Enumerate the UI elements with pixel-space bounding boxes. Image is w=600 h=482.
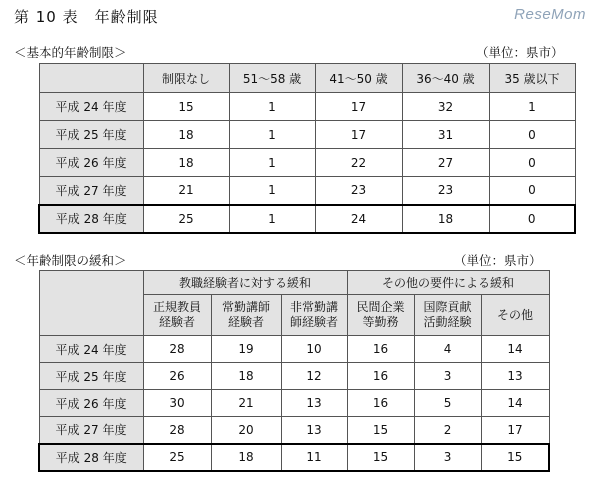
cell: 11 bbox=[281, 444, 347, 471]
cell: 1 bbox=[489, 93, 575, 121]
basic-age-limit-table bbox=[38, 63, 576, 234]
cell: 24 bbox=[315, 205, 402, 233]
cell: 30 bbox=[143, 390, 211, 417]
cell: 12 bbox=[281, 363, 347, 390]
header-cell: 制限なし bbox=[143, 64, 229, 93]
cell: 23 bbox=[315, 177, 402, 205]
table-row bbox=[39, 417, 549, 444]
cell: 18 bbox=[143, 149, 229, 177]
cell: 17 bbox=[481, 417, 549, 444]
cell: 19 bbox=[211, 336, 281, 363]
cell: 16 bbox=[347, 363, 414, 390]
header-cell: 51～58 歳 bbox=[229, 64, 315, 93]
cell: 1 bbox=[229, 93, 315, 121]
header-cell: 41～50 歳 bbox=[315, 64, 402, 93]
subheader-cell bbox=[281, 295, 347, 336]
subheader-line: 活動経験 bbox=[423, 315, 472, 329]
cell: 4 bbox=[414, 336, 481, 363]
age-limit-relaxation-table bbox=[38, 270, 550, 472]
table-row bbox=[39, 149, 575, 177]
cell: 18 bbox=[211, 444, 281, 471]
cell: 3 bbox=[414, 363, 481, 390]
cell: 17 bbox=[315, 121, 402, 149]
cell: 5 bbox=[414, 390, 481, 417]
table-row bbox=[39, 336, 549, 363]
cell: 10 bbox=[281, 336, 347, 363]
section2-label: ＜年齢制限の緩和＞ bbox=[14, 253, 127, 268]
row-year: 平成 27 年度 bbox=[39, 177, 143, 205]
cell: 1 bbox=[229, 177, 315, 205]
cell: 15 bbox=[347, 417, 414, 444]
subheader-line: 非常勤講 bbox=[290, 300, 339, 314]
cell: 17 bbox=[315, 93, 402, 121]
page-title: 第 10 表 年齢制限 bbox=[14, 8, 159, 26]
subheader-cell bbox=[143, 295, 211, 336]
table2-corner bbox=[39, 271, 143, 336]
cell: 0 bbox=[489, 121, 575, 149]
cell: 16 bbox=[347, 336, 414, 363]
subheader-line: 等勤務 bbox=[362, 315, 399, 329]
cell: 13 bbox=[281, 417, 347, 444]
cell: 31 bbox=[402, 121, 489, 149]
cell: 3 bbox=[414, 444, 481, 471]
cell: 32 bbox=[402, 93, 489, 121]
header-cell: 36～40 歳 bbox=[402, 64, 489, 93]
row-year: 平成 28 年度 bbox=[39, 444, 143, 471]
table-row bbox=[39, 177, 575, 205]
cell: 28 bbox=[143, 417, 211, 444]
cell: 0 bbox=[489, 205, 575, 233]
group-header-teaching: 教職経験者に対する緩和 bbox=[143, 271, 347, 295]
subheader-cell bbox=[414, 295, 481, 336]
section1-unit: （単位：県市） bbox=[476, 45, 564, 60]
row-year: 平成 26 年度 bbox=[39, 149, 143, 177]
section2-unit: （単位：県市） bbox=[454, 253, 542, 268]
cell: 22 bbox=[315, 149, 402, 177]
table1-corner bbox=[39, 64, 143, 93]
cell: 0 bbox=[489, 177, 575, 205]
cell: 15 bbox=[143, 93, 229, 121]
cell: 28 bbox=[143, 336, 211, 363]
cell: 16 bbox=[347, 390, 414, 417]
table-row-highlighted bbox=[39, 205, 575, 233]
table2-group-header-row bbox=[39, 271, 549, 295]
cell: 20 bbox=[211, 417, 281, 444]
cell: 21 bbox=[143, 177, 229, 205]
cell: 23 bbox=[402, 177, 489, 205]
cell: 18 bbox=[402, 205, 489, 233]
table1-header-row bbox=[39, 64, 575, 93]
subheader-line: 国際貢献 bbox=[423, 300, 472, 314]
cell: 2 bbox=[414, 417, 481, 444]
cell: 0 bbox=[489, 149, 575, 177]
cell: 13 bbox=[281, 390, 347, 417]
cell: 13 bbox=[481, 363, 549, 390]
group-header-other: その他の要件による緩和 bbox=[347, 271, 549, 295]
section1-label: ＜基本的年齢制限＞ bbox=[14, 45, 127, 60]
row-year: 平成 24 年度 bbox=[39, 93, 143, 121]
subheader-line: その他 bbox=[497, 307, 534, 322]
subheader-cell bbox=[481, 295, 549, 336]
subheader-line: 経験者 bbox=[227, 315, 264, 329]
cell: 25 bbox=[143, 205, 229, 233]
cell: 27 bbox=[402, 149, 489, 177]
row-year: 平成 26 年度 bbox=[39, 390, 143, 417]
cell: 14 bbox=[481, 336, 549, 363]
resemom-logo: ReseMom bbox=[514, 6, 586, 23]
row-year: 平成 25 年度 bbox=[39, 121, 143, 149]
cell: 18 bbox=[143, 121, 229, 149]
table-row bbox=[39, 93, 575, 121]
subheader-line: 経験者 bbox=[158, 315, 195, 329]
row-year: 平成 27 年度 bbox=[39, 417, 143, 444]
table-row-highlighted bbox=[39, 444, 549, 471]
table-row bbox=[39, 390, 549, 417]
row-year: 平成 24 年度 bbox=[39, 336, 143, 363]
subheader-line: 民間企業 bbox=[356, 300, 405, 314]
subheader-cell bbox=[347, 295, 414, 336]
subheader-line: 正規教員 bbox=[152, 300, 201, 314]
subheader-line: 師経験者 bbox=[290, 315, 339, 329]
table-row bbox=[39, 121, 575, 149]
subheader-line: 常勤講師 bbox=[221, 300, 270, 314]
cell: 1 bbox=[229, 121, 315, 149]
cell: 14 bbox=[481, 390, 549, 417]
subheader-cell bbox=[211, 295, 281, 336]
cell: 15 bbox=[481, 444, 549, 471]
header-cell: 35 歳以下 bbox=[489, 64, 575, 93]
cell: 18 bbox=[211, 363, 281, 390]
row-year: 平成 25 年度 bbox=[39, 363, 143, 390]
cell: 1 bbox=[229, 149, 315, 177]
cell: 21 bbox=[211, 390, 281, 417]
cell: 25 bbox=[143, 444, 211, 471]
row-year: 平成 28 年度 bbox=[39, 205, 143, 233]
cell: 1 bbox=[229, 205, 315, 233]
cell: 26 bbox=[143, 363, 211, 390]
table-row bbox=[39, 363, 549, 390]
cell: 15 bbox=[347, 444, 414, 471]
